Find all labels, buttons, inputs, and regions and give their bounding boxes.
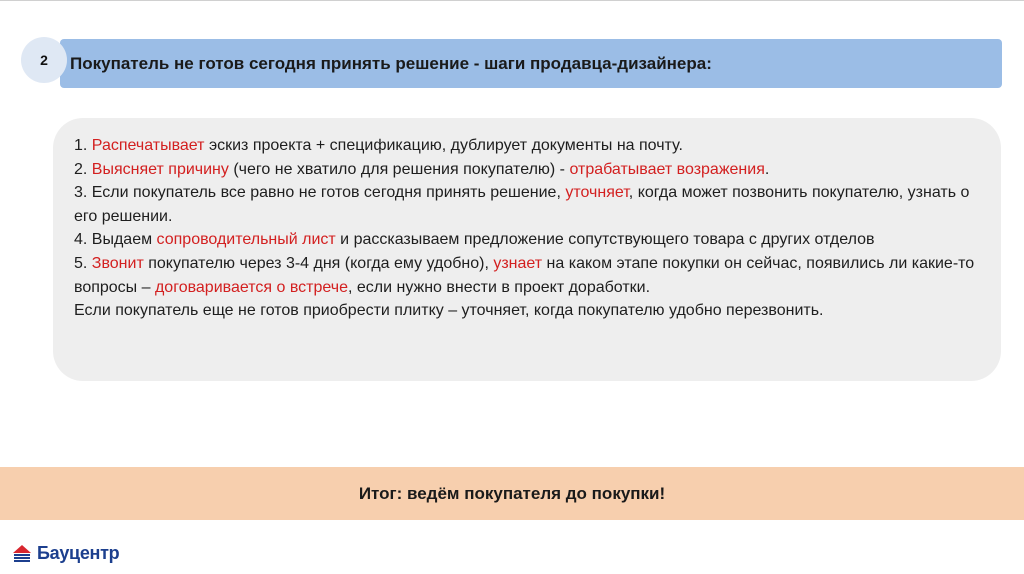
highlight: сопроводительный лист: [156, 231, 336, 249]
slide-title: Покупатель не готов сегодня принять решение - шаги продавца-дизайнера:: [70, 54, 712, 73]
steps-text: [74, 134, 989, 323]
step-4: 4. Выдаем сопроводительный лист и рассказываем предложение сопутствующего товара с других отделов: [74, 231, 875, 249]
highlight: отрабатывает возражения: [569, 160, 765, 178]
step-2: 2. Выясняет причину (чего не хватило для решения покупателю) - отрабатывает возражения.: [74, 160, 770, 178]
step-1: 1. Распечатывает эскиз проекта + спецификацию, дублирует документы на почту.: [74, 137, 683, 154]
highlight: Распечатывает: [91, 137, 205, 154]
highlight: уточняет: [565, 184, 629, 202]
step-number-badge: 2: [21, 37, 67, 83]
summary-text: Итог: ведём покупателя до покупки!: [358, 484, 666, 503]
highlight: Выясняет причину: [91, 160, 229, 178]
baucentr-logo-icon: [10, 542, 34, 564]
brand-logo: [10, 541, 119, 565]
highlight: договаривается о встрече: [154, 278, 348, 296]
highlight: Звонит: [91, 254, 144, 272]
step-3: 3. Если покупатель все равно не готов сегодня принять решение, уточняет, когда может позвонить покупателю, узнать о его решении.: [74, 184, 970, 225]
brand-name: Бауцентр: [37, 542, 120, 563]
highlight: узнает: [493, 254, 543, 272]
step-note: Если покупатель еще не готов приобрести плитку – уточняет, когда покупателю удобно перезвонить.: [74, 302, 824, 320]
step-5: 5. Звонит покупателю через 3-4 дня (когда ему удобно), узнает на каком этапе покупки он сейчас, появились ли какие-то вопросы – договаривается о встрече, если нужно внести в проект доработки.: [74, 254, 975, 296]
top-divider: [0, 0, 1024, 1]
